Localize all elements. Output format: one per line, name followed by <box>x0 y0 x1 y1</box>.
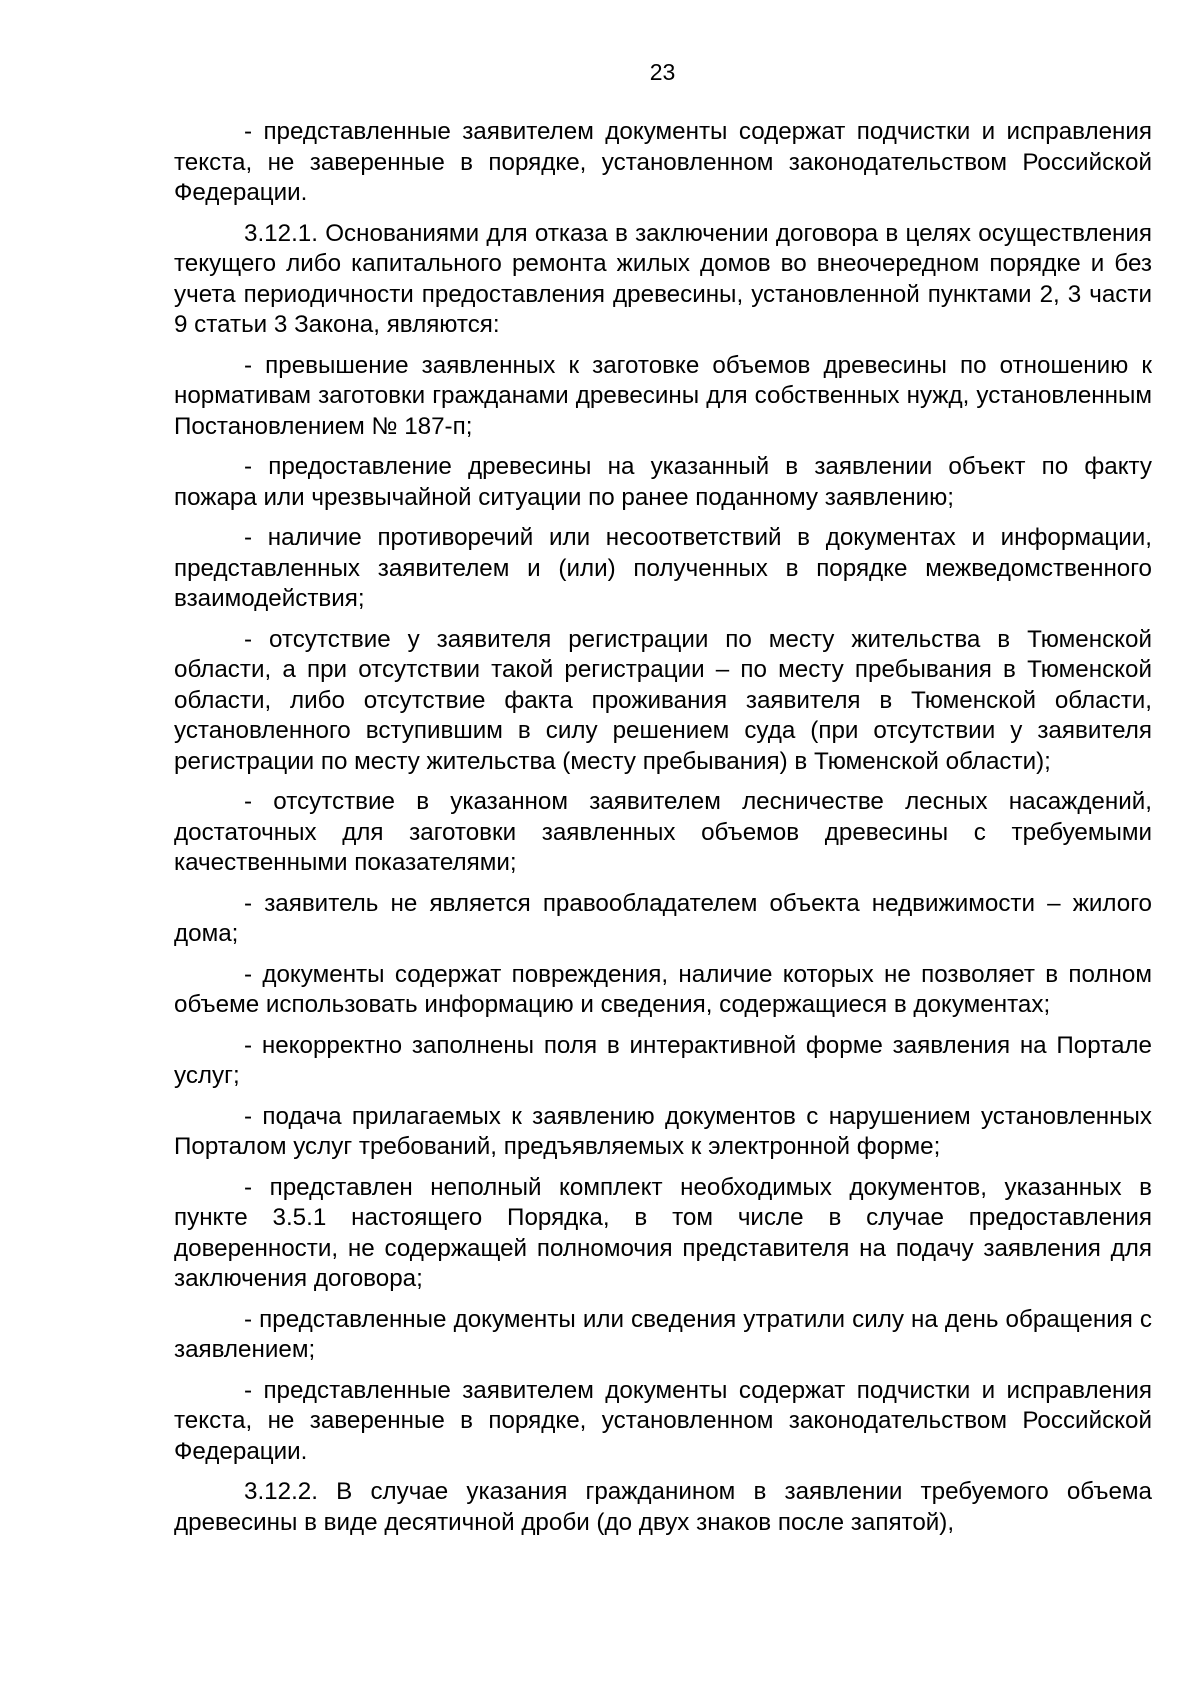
paragraph: - превышение заявленных к заготовке объемов древесины по отношению к нормативам заготовки гражданами древесины для собственных нужд, установленным Постановлением № 187-п; <box>174 351 1152 440</box>
paragraph: - отсутствие в указанном заявителем лесничестве лесных насаждений, достаточных для заготовки заявленных объемов древесины с требуемыми качественными показателями; <box>174 788 1152 876</box>
paragraph: - документы содержат повреждения, наличие которых не позволяет в полном объеме использовать информацию и сведения, содержащиеся в документах; <box>174 960 1152 1018</box>
paragraph: - наличие противоречий или несоответствий в документах и информации, представленных заявителем и (или) полученных в порядке межведомственного взаимодействия; <box>174 524 1152 612</box>
paragraph: 3.12.2. В случае указания гражданином в заявлении требуемого объема древесины в виде десятичной дроби (до двух знаков после запятой), <box>174 1478 1152 1536</box>
paragraph: - некорректно заполнены поля в интерактивной форме заявления на Портале услуг; <box>174 1031 1152 1089</box>
paragraph: 3.12.1. Основаниями для отказа в заключении договора в целях осуществления текущего либо капитального ремонта жилых домов во внеочередном порядке и без учета периодичности предоставления древесины, установленной пунктами 2, 3 части 9 статьи 3 Закона, являются: <box>174 219 1152 338</box>
paragraph: - представлен неполный комплект необходимых документов, указанных в пункте 3.5.1 настоящего Порядка, в том числе в случае предоставления доверенности, не содержащей полномочия представителя на подачу заявления для заключения договора; <box>174 1173 1152 1292</box>
paragraph: - представленные заявителем документы содержат подчистки и исправления текста, не заверенные в порядке, установленном законодательством Российской Федерации. <box>174 118 1152 206</box>
paragraph: - предоставление древесины на указанный в заявлении объект по факту пожара или чрезвычайной ситуации по ранее поданному заявлению; <box>174 453 1152 511</box>
paragraph: - заявитель не является правообладателем объекта недвижимости – жилого дома; <box>174 889 1152 947</box>
paragraph: - представленные заявителем документы содержат подчистки и исправления текста, не заверенные в порядке, установленном законодательством Российской Федерации. <box>174 1376 1152 1465</box>
paragraph: - подача прилагаемых к заявлению документов с нарушением установленных Порталом услуг требований, предъявляемых к электронной форме; <box>174 1102 1152 1160</box>
document-body <box>174 117 1152 1538</box>
paragraph: - отсутствие у заявителя регистрации по месту жительства в Тюменской области, а при отсутствии такой регистрации – по месту пребывания в Тюменской области, либо отсутствие факта проживания заявителя в Тюменской области, установленного вступившим в силу решением суда (при отсутствии у заявителя регистрации по месту жительства (месту пребывания) в Тюменской области); <box>174 625 1152 775</box>
paragraph: - представленные документы или сведения утратили силу на день обращения с заявлением; <box>174 1305 1152 1363</box>
page-number: 23 <box>649 59 676 85</box>
